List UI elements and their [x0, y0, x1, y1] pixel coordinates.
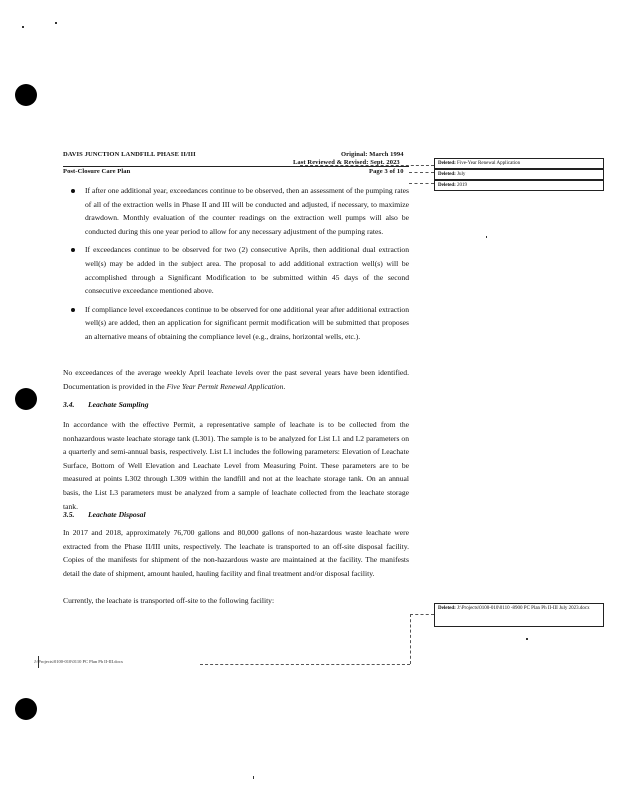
paragraph-no-exceedances: No exceedances of the average weekly April leachate levels over the past several years have been identified. Documentation is provided in the Five Year Permit Renewal Application.: [63, 368, 409, 391]
scan-speck: [253, 776, 254, 779]
paragraph-currently: Currently, the leachate is transported off-site to the following facility:: [63, 596, 275, 605]
section-heading-leachate-sampling: 3.4. Leachate Sampling: [63, 400, 149, 409]
list-item: If compliance level exceedances continue to be observed for one additional year after additional extraction well(s) are added, then an application for significant permit modification will be submitted that proposes an alternative means of obtaining the compliance level (e.g., drains, horizontal wells, etc.).: [63, 303, 409, 344]
binder-hole-bottom: [15, 698, 37, 720]
comment-leader: [200, 664, 410, 665]
scan-speck: [22, 26, 24, 28]
scan-speck: [526, 638, 528, 640]
paragraph-sampling: In accordance with the effective Permit, a representative sample of leachate is to be collected from the nonhazardous waste leachate storage tank (L301). The sample is to be analyzed for List L1 and L2 parameters on a quarterly and semi-annual basis, respectively. List L1 includes the following parameters: Elevation of Leachate Surface, Bottom of Well Elevation and Leachate Level from Measuring Point. These parameters are to be measured at points L302 through L309 within the landfill and not at the leachate storage tank. On an annual basis, the List L3 parameters must be analyzed from a sample of leachate collected from the leachate storage tank.: [63, 420, 409, 511]
revised-date: Last Reviewed & Revised: Sept. 2023: [293, 159, 400, 166]
header-rule: [63, 166, 409, 167]
comment-leader: [409, 183, 434, 184]
list-item: If exceedances continue to be observed for two (2) consecutive Aprils, then additional dual extraction well(s) may be added in the subject area. The proposal to add additional extraction well(s) will be accomplished through a Significant Modification to be submitted within 45 days of the second consecutive exceedance mentioned above.: [63, 243, 409, 297]
comment-leader-vertical: [410, 614, 411, 664]
original-date: Original: March 1994: [341, 151, 404, 158]
bullet-list: [63, 184, 409, 349]
page-number: Page 3 of 10: [369, 168, 404, 175]
comment-deleted-july[interactable]: Deleted: July: [434, 169, 604, 180]
doc-title: DAVIS JUNCTION LANDFILL PHASE II/III: [63, 151, 196, 158]
list-item: If after one additional year, exceedances continue to be observed, then an assessment of the pumping rates of all of the extraction wells in Phase II and III will be conducted and adjusted, if necessary, to maximize drawdown. Monthly evaluation of the counter readings on the extraction well pumps will also be conducted during this one year period to allow for any necessary adjustment of the pumping rates.: [63, 184, 409, 238]
binder-hole-top: [15, 84, 37, 106]
footer-filepath: J:\Projects\0100-010\0110 PC Plan Ph II-III.docx: [34, 659, 123, 664]
paragraph-disposal: In 2017 and 2018, approximately 76,700 gallons and 80,000 gallons of non-hazardous waste leachate were extracted from the Phase II/III units, respectively. The leachate is transported to an off-site disposal facility. Copies of the manifests for shipment of the non-hazardous waste are maintained at the facility. The manifests detail the date of shipment, amount hauled, hauling facility and final treatment and/or disposal facility.: [63, 528, 409, 578]
plan-name: Post-Closure Care Plan: [63, 168, 131, 175]
comment-leader: [300, 165, 434, 166]
comment-leader: [409, 172, 434, 173]
comment-deleted-filepath[interactable]: Deleted: J:\Projects\0100-010\0110 -8900 PC Plan Ph II-III July 2023.docx: [434, 603, 604, 627]
italic-reference: Five Year Permit Renewal Application: [166, 381, 284, 391]
comment-deleted-year[interactable]: Deleted: 2019: [434, 180, 604, 191]
comment-deleted-renewal[interactable]: Deleted: Five-Year Renewal Application: [434, 158, 604, 169]
comment-leader: [410, 614, 434, 615]
scan-speck: [55, 22, 57, 24]
section-heading-leachate-disposal: 3.5. Leachate Disposal: [63, 510, 146, 519]
scan-speck: [486, 236, 487, 238]
binder-hole-middle: [15, 388, 37, 410]
